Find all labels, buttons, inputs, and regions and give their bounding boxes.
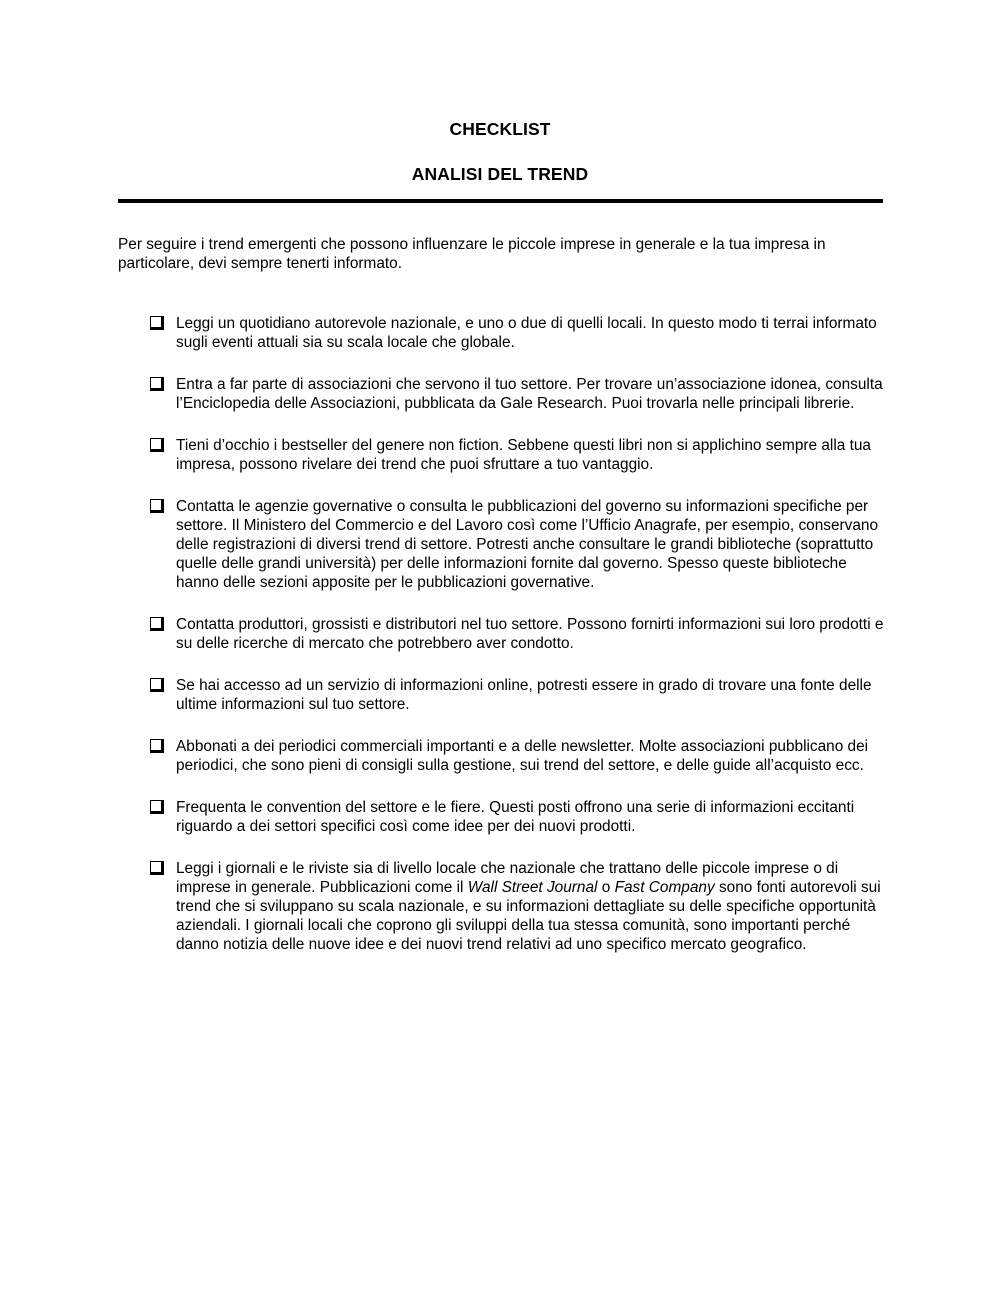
- checklist-item-text: Leggi un quotidiano autorevole nazionale, e uno o due di quelli locali. In questo modo ti terrai informato sugli eventi attuali sia su scala locale che globale.: [176, 315, 877, 351]
- document-title: CHECKLIST: [449, 119, 551, 139]
- checkbox-icon[interactable]: [150, 377, 164, 391]
- checklist-item-text: Abbonati a dei periodici commerciali importanti e a delle newsletter. Molte associazioni pubblicano dei periodici, che sono pieni di consigli sulla gestione, sui trend del settore, e delle guide all’acquisto ecc.: [176, 738, 869, 774]
- checklist-item: [148, 615, 888, 653]
- checkbox-icon[interactable]: [150, 739, 164, 753]
- checklist-item: [148, 375, 888, 413]
- checklist-item: [148, 314, 888, 352]
- text-segment: sono fonti autorevoli sui trend che si sviluppano su scala nazionale, e su informazioni dettagliate su delle specifiche opportunità aziendali. I giornali locali che coprono gli sviluppi della tua stessa comunità, sono importanti perché danno notizia delle nuove idee e dei nuovi trend relativi ad uno specifico mercato geografico.: [176, 879, 881, 953]
- checkbox-icon[interactable]: [150, 499, 164, 513]
- checklist-item-text: Entra a far parte di associazioni che servono il tuo settore. Per trovare un’associazione idonea, consulta l’Enciclopedia delle Associazioni, pubblicata da Gale Research. Puoi trovarla nelle principali librerie.: [176, 376, 883, 412]
- checkbox-icon[interactable]: [150, 861, 164, 875]
- checklist-item: [148, 436, 888, 474]
- checklist-item: [148, 859, 888, 954]
- text-segment: Leggi i giornali e le riviste sia di livello locale che nazionale che trattano delle piccole imprese o di imprese in generale. Pubblicazioni come il: [176, 860, 839, 896]
- text-segment: o: [597, 879, 615, 896]
- checklist-item: [148, 497, 888, 592]
- checkbox-icon[interactable]: [150, 316, 164, 330]
- publication-name: Fast Company: [614, 879, 715, 896]
- title-divider: [118, 199, 883, 203]
- checklist-item-text: Frequenta le convention del settore e le fiere. Questi posti offrono una serie di informazioni eccitanti riguardo a dei settori specifici così come idee per dei nuovi prodotti.: [176, 799, 855, 835]
- document-subtitle: ANALISI DEL TREND: [411, 164, 589, 184]
- checklist-item: [148, 737, 888, 775]
- checklist: [148, 314, 888, 977]
- checkbox-icon[interactable]: [150, 800, 164, 814]
- checkbox-icon[interactable]: [150, 678, 164, 692]
- publication-name: Wall Street Journal: [467, 879, 598, 896]
- checkbox-icon[interactable]: [150, 617, 164, 631]
- checklist-item: [148, 798, 888, 836]
- checkbox-icon[interactable]: [150, 438, 164, 452]
- checklist-item-text: [176, 860, 881, 953]
- intro-paragraph: Per seguire i trend emergenti che possono influenzare le piccole imprese in generale e la tua impresa in particolare, devi sempre tenerti informato.: [118, 236, 826, 272]
- checklist-item-text: Contatta produttori, grossisti e distributori nel tuo settore. Possono fornirti informazioni sui loro prodotti e su delle ricerche di mercato che potrebbero aver condotto.: [176, 616, 884, 652]
- checklist-item: [148, 676, 888, 714]
- checklist-item-text: Tieni d’occhio i bestseller del genere non fiction. Sebbene questi libri non si applichino sempre alla tua impresa, possono rivelare dei trend che puoi sfruttare a tuo vantaggio.: [176, 437, 871, 473]
- checklist-item-text: Contatta le agenzie governative o consulta le pubblicazioni del governo su informazioni specifiche per settore. Il Ministero del Commercio e del Lavoro così come l’Ufficio Anagrafe, per esempio, conservano delle registrazioni di diversi trend di settore. Potresti anche consultare le grandi biblioteche (soprattutto quelle delle grandi università) per delle informazioni fornite dal governo. Spesso queste biblioteche hanno delle sezioni apposite per le pubblicazioni governative.: [176, 498, 879, 591]
- checklist-item-text: Se hai accesso ad un servizio di informazioni online, potresti essere in grado di trovare una fonte delle ultime informazioni sul tuo settore.: [176, 677, 872, 713]
